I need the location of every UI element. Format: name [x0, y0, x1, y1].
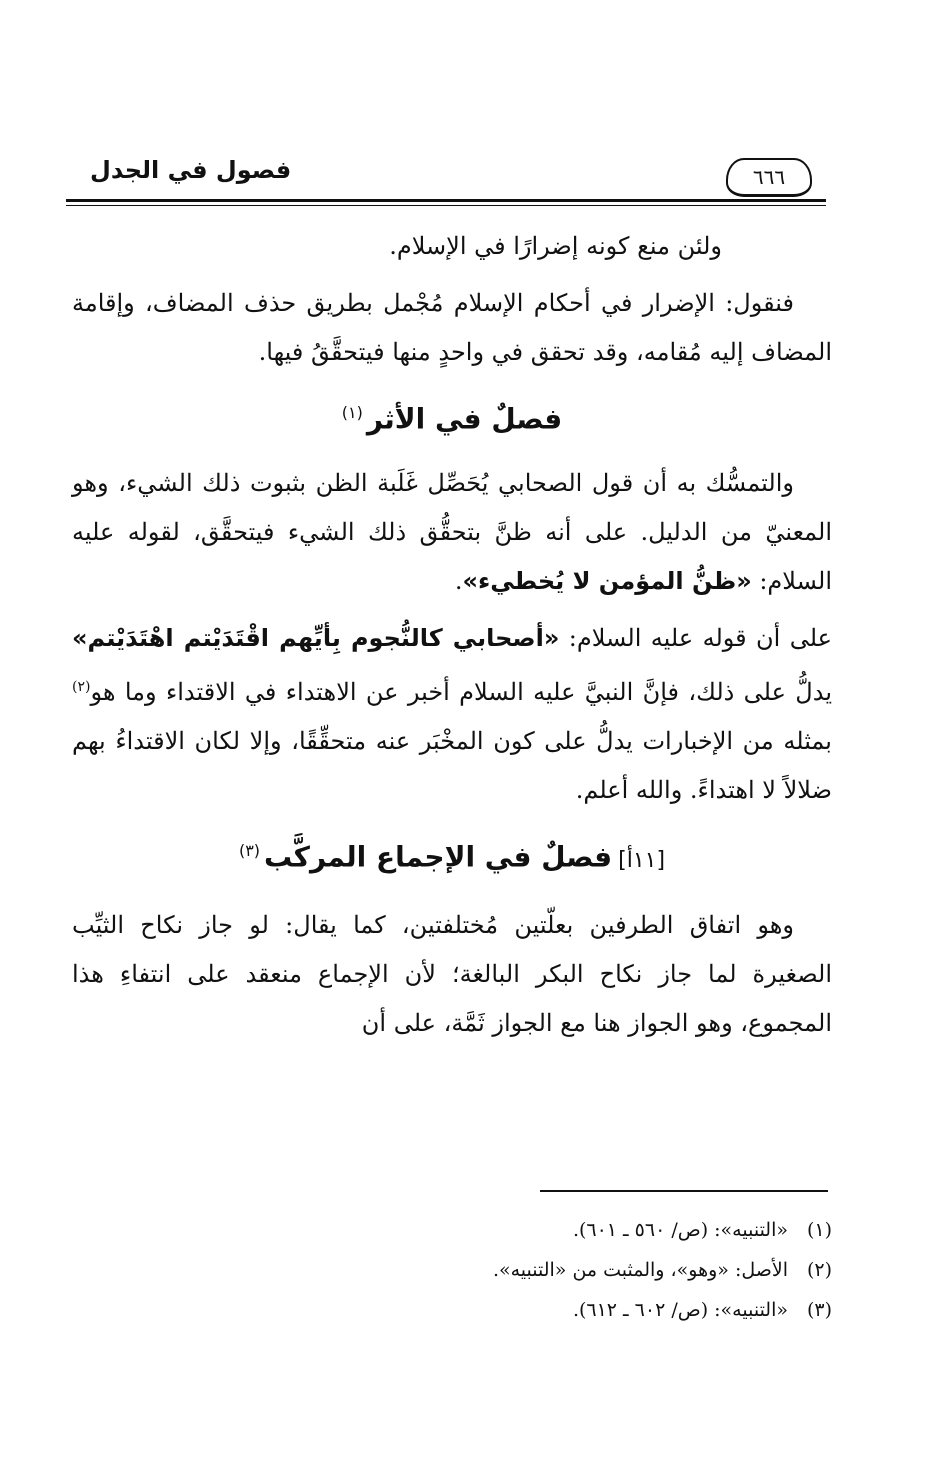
hadith-quote: «ظنُّ المؤمن لا يُخطيء»: [462, 567, 752, 596]
page-header: [60, 150, 830, 202]
paragraph-4-end: بمثله من الإخبارات يدلُّ على كون المخْبَر عنه متحقِّقًا، وإلا لكان الاقتداءُ بهم ضلالاً لا اهتداءً. والله أعلم.: [72, 727, 832, 805]
footnote-number: (٣): [806, 1299, 832, 1321]
footnote-text: «التنبيه»: (ص/ ٥٦٠ ـ ٦٠١).: [572, 1219, 788, 1241]
footnote-marker: (٢): [72, 679, 91, 696]
paragraph-3: [72, 459, 832, 606]
paragraph-4-mid: يدلُّ على ذلك، فإنَّ النبيَّ عليه السلام أخبر عن الاهتداء في الاقتداء وما هو: [90, 678, 832, 707]
paragraph-2: فنقول: الإضرار في أحكام الإسلام مُجْمل بطريق حذف المضاف، وإقامة المضاف إليه مُقامه، وقد تحقق في واحدٍ منها فيتحقَّقُ فيها.: [72, 289, 832, 366]
header-rule: [66, 199, 826, 202]
footnote-number: (١): [806, 1219, 832, 1241]
paragraph-5: وهو اتفاق الطرفين بعلّتين مُختلفتين، كما يقال: لو جاز نكاح الثيِّب الصغيرة لما جاز نكاح البكر البالغة؛ لأن الإجماع منعقد على انتفاءِ هذا المجموع، وهو الجواز هنا مع الجواز ثَمَّة، على أن: [72, 910, 832, 1037]
paragraph-1: ولئن منع كونه إضرارًا في الإسلام.: [389, 232, 722, 260]
paragraph-3-end: .: [454, 567, 463, 596]
paragraph-4: [72, 614, 832, 815]
main-text: [72, 222, 832, 1056]
footnote-marker: (١): [341, 403, 363, 422]
footnote-text: الأصل: «وهو»، والمثبت من «التنبيه».: [492, 1259, 788, 1281]
page-number: ٦٦٦: [726, 158, 812, 197]
footnote: [72, 1250, 832, 1290]
footnote-marker: (٣): [238, 841, 261, 861]
section-heading-title: فصلٌ في الإجماع المركَّب: [264, 840, 613, 874]
paragraph-3-text: والتمسُّك به أن قول الصحابي يُحَصِّل غَلَبة الظن بثبوت ذلك الشيء، وهو المعنيّ من الدليل. على أنه ظنَّ بتحقُّق ذلك الشيء فيتحقَّق، لقوله عليه السلام:: [72, 469, 832, 596]
footnotes: [72, 1210, 832, 1330]
footnote-separator: [540, 1190, 828, 1192]
section-heading-title: فصلٌ في الأثر: [366, 402, 563, 436]
section-heading-athar: [72, 387, 832, 445]
footnote-number: (٢): [806, 1259, 832, 1281]
header-rule-thin: [66, 205, 826, 206]
paragraph-4-start: على أن قوله عليه السلام:: [568, 624, 832, 653]
footnote: [72, 1290, 832, 1330]
manuscript-ref: [١١أ]: [618, 847, 666, 873]
footnote-text: «التنبيه»: (ص/ ٦٠٢ ـ ٦١٢).: [572, 1299, 788, 1321]
footnote: [72, 1210, 832, 1250]
section-heading-ijma: [72, 825, 832, 886]
hadith-quote-companions: «أصحابي كالنُّجوم بِأيِّهم اقْتَدَيْتم اهْتَدَيْتم»: [72, 624, 560, 653]
running-title: فصول في الجدل: [90, 156, 292, 184]
